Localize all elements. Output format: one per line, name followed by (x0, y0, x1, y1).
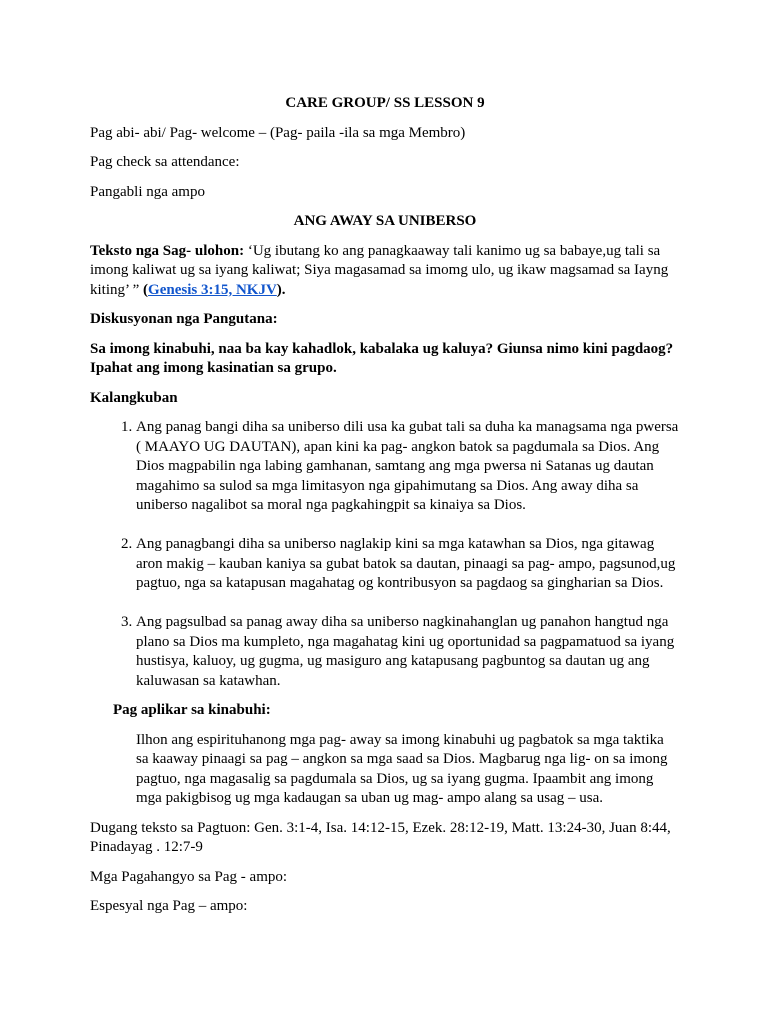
outline-item-3: 3. Ang pagsulbad sa panag away diha sa uniberso nagkinahanglan ug panahon hangtud nga plano sa Dios ma kumpleto, nga magahatag kini ug oportunidad sa pagpamatuod sa iyang hustisya, kaluoy, ug gugma, ug masiguro ang katapusang pagbuntog sa dautan ug ang kaluwasan sa katawhan. (136, 613, 680, 691)
intro-opening-prayer: Pangabli nga ampo (90, 183, 205, 200)
discussion-heading: Diskusyonan nga Pangutana: (90, 311, 278, 327)
application-heading: Pag aplikar sa kinabuhi: (113, 702, 271, 718)
discussion-question: Sa imong kinabuhi, naa ba kay kahadlok, kabalaka ug kaluya? Giunsa nimo kini pagdaog? Ipahat ang imong kasinatian sa grupo. (90, 340, 674, 376)
outline-item-1: 1. Ang panag bangi diha sa uniberso dili usa ka gubat tali sa duha ka managsama nga pwersa ( MAAYO UG DAUTAN), apan kini ka pag- angkon batok sa pagdumala sa Dios. Ang Dios magpabilin nga labing gamhanan, samtang ang mga pwersa ni Satanas ug dautan magahimo sa sulod sa mga limitasyon nga gipahimutang sa Dios. Ang away diha sa uniberso nagalibot sa moral nga pagkahingpit sa kinaiya sa Dios. (136, 418, 680, 516)
memory-text-ref-open: ( (143, 281, 149, 298)
additional-study-texts: Dugang teksto sa Pagtuon: Gen. 3:1-4, Isa. 14:12-15, Ezek. 28:12-19, Matt. 13:24-30, Juan 8:44, Pinadayag . 12:7-9 (90, 819, 671, 855)
memory-text-label: Teksto nga Sag- ulohon: (90, 242, 245, 259)
memory-text-ref-close: ). (276, 281, 286, 298)
outline-item-2: 2. Ang panagbangi diha sa uniberso naglakip kini sa mga katawhan sa Dios, nga gitawag aron makig – kauban kaniya sa gubat batok sa dautan, pinaagi sa pag- ampo, pagsunod,ug pagtuo, nga sa katapusan magahatag og kontribusyon sa pagdaog sa gingharian sa Dios. (136, 535, 680, 594)
document-content (90, 94, 680, 927)
scripture-reference-link[interactable]: Genesis 3:15, NKJV (148, 281, 277, 298)
lesson-title: CARE GROUP/ SS LESSON 9 (285, 95, 485, 111)
outline-list (90, 418, 680, 691)
prayer-requests-label: Mga Pagahangyo sa Pag - ampo: (90, 868, 288, 885)
special-prayer-label: Espesyal nga Pag – ampo: (90, 898, 248, 914)
intro-welcome: Pag abi- abi/ Pag- welcome – (Pag- paila -ila sa mga Membro) (90, 124, 466, 141)
lesson-subtitle: ANG AWAY SA UNIBERSO (293, 213, 477, 229)
application-text: Ilhon ang espirituhanong mga pag- away sa imong kinabuhi ug pagbatok sa mga taktika sa kaaway pinaagi sa pag – angkon sa mga saad sa Dios. Magbarug nga lig- on sa imong pagtuo, nga magasalig sa pagdumala sa Dios, ug sa iyang gugma. Ipaambit ang imong mga pakigbisog ug mga kadaugan sa uban ug mag- ampo alang sa usag – usa. (136, 731, 668, 806)
memory-text-body: ‘Ug ibutang ko ang panagkaaway tali kanimo ug sa babaye,ug tali sa imong kaliwat ug sa iyang kaliwat; Siya magasamad sa imomg ulo, ug ikaw magsamad sa Iayng kiting’ ” (90, 242, 669, 298)
memory-text-paragraph (90, 242, 680, 301)
outline-heading: Kalangkuban (90, 389, 178, 406)
intro-attendance: Pag check sa attendance: (90, 154, 240, 170)
